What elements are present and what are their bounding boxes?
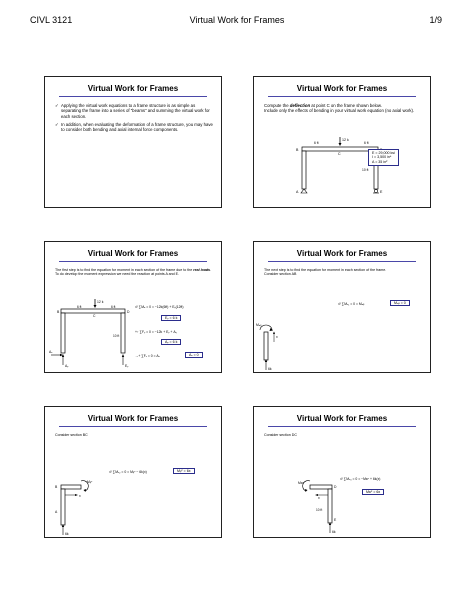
bullet-text: In addition, when evaluating the deformation of a frame structure, you may have to consider both bending and axial internal force components. — [61, 121, 213, 133]
title-rule — [59, 426, 207, 427]
section-bc-diagram — [55, 479, 105, 537]
step-text: The first step is to find the equation for moment in each section of the frame due to the real loads. — [55, 268, 212, 272]
reaction-answer-box: Aₓ = 0 — [185, 352, 203, 358]
slide-5 — [44, 406, 222, 538]
svg-text:10 ft: 10 ft — [362, 168, 369, 172]
svg-text:6k: 6k — [268, 367, 272, 371]
svg-text:12 k: 12 k — [97, 300, 104, 304]
slide-title: Virtual Work for Frames — [296, 84, 388, 93]
svg-text:10 ft: 10 ft — [316, 508, 323, 512]
svg-text:x: x — [276, 335, 278, 339]
step-note: To do develop the moment expression we need the reaction at points A and E. — [55, 272, 180, 277]
slide-6 — [253, 406, 431, 538]
svg-text:A: A — [296, 190, 299, 194]
svg-text:6 ft: 6 ft — [77, 305, 82, 309]
slide-3 — [44, 241, 222, 373]
title-rule — [268, 261, 416, 262]
bullet-item — [55, 103, 213, 119]
moment-answer-box: Mᴅᶜ = 6x — [362, 489, 384, 495]
svg-text:B: B — [55, 485, 58, 489]
svg-text:Aₓ: Aₓ — [49, 350, 53, 354]
header-course: CIVL 3121 — [30, 15, 73, 25]
equilibrium-equation: ↺ ∑Mₓ₁ = 0 = Mₐᵦ — [338, 302, 365, 306]
slide-2 — [253, 76, 431, 208]
slide-4 — [253, 241, 431, 373]
svg-text:6 ft: 6 ft — [364, 141, 369, 145]
section-dc-diagram — [298, 479, 348, 537]
section-label: Consider section DC — [264, 433, 297, 437]
frame-reactions-diagram — [49, 299, 133, 371]
svg-text:x: x — [79, 494, 81, 498]
svg-text:6k: 6k — [332, 530, 336, 534]
svg-text:B: B — [296, 148, 299, 152]
svg-text:6k: 6k — [65, 532, 69, 536]
frame-diagram — [276, 137, 386, 199]
section-label: Consider section AB — [264, 272, 297, 277]
svg-text:A: A — [55, 510, 58, 514]
problem-statement: Compute the deflection at point C on the frame shown below. — [264, 103, 382, 108]
svg-text:B: B — [57, 310, 60, 314]
slide-body — [55, 103, 213, 135]
check-bullet-icon: ✓ — [55, 103, 59, 108]
equilibrium-equation: +↑ ∑Fᵧ = 0 = −12k + Eᵧ + Aᵧ — [135, 330, 177, 334]
title-rule — [268, 96, 416, 97]
svg-text:x: x — [318, 496, 320, 500]
svg-text:Eᵧ: Eᵧ — [125, 364, 129, 368]
moment-answer-box: Mᵦᶜ = 6x — [173, 468, 195, 474]
svg-text:D: D — [334, 485, 337, 489]
slide-title: Virtual Work for Frames — [87, 84, 179, 93]
slide-body — [264, 103, 422, 114]
header-title: Virtual Work for Frames — [189, 15, 285, 25]
svg-text:E: E — [380, 190, 383, 194]
title-rule — [268, 426, 416, 427]
slide-title: Virtual Work for Frames — [296, 414, 388, 423]
svg-text:Mᴅᶜ: Mᴅᶜ — [298, 481, 304, 485]
step-text: The next step is to find the equation for moment in each section of the frame. — [264, 268, 387, 272]
moment-answer-box: Mₐᵦ = 0 — [390, 300, 410, 306]
svg-text:Mₐᵦ: Mₐᵦ — [256, 323, 262, 327]
svg-text:6 ft: 6 ft — [111, 305, 116, 309]
bullet-text: Applying the virtual work equations to a frame structure is as simple as separating the frame into a series of “beams” and summing the virtual work for each section. — [61, 103, 210, 119]
check-bullet-icon: ✓ — [55, 121, 59, 127]
slide-title: Virtual Work for Frames — [87, 414, 179, 423]
svg-text:C: C — [338, 152, 341, 156]
reaction-answer-box: Eᵧ = 6 k — [161, 315, 181, 321]
svg-text:10 ft: 10 ft — [113, 334, 120, 338]
equilibrium-equation: ↺ ∑Mₐ = 0 = −12k(6ft) + Eᵧ(12ft) — [135, 305, 184, 309]
slide-title: Virtual Work for Frames — [87, 249, 179, 258]
material-properties-box: E = 29,000 ksi I = 3,500 in⁴ A = 35 in² — [368, 149, 399, 166]
equilibrium-equation: →+ ∑Fₓ = 0 = Aₓ — [135, 354, 160, 358]
slide-body — [264, 433, 422, 437]
slide-title: Virtual Work for Frames — [296, 249, 388, 258]
svg-text:D: D — [127, 310, 130, 314]
section-label: Consider section BC — [55, 433, 88, 437]
title-rule — [59, 261, 207, 262]
svg-text:6 ft: 6 ft — [314, 141, 319, 145]
title-rule — [59, 96, 207, 97]
header-page-number: 1/9 — [429, 15, 442, 25]
equilibrium-equation: ↺ ∑Mₓ₃ = 0 = −Mᴅᶜ + 6k(x) — [340, 477, 381, 481]
slide-body — [55, 268, 213, 277]
equilibrium-equation: ↺ ∑Mₓ₂ = 0 = Mᵦᶜ − 6k(x) — [109, 470, 147, 474]
svg-text:C: C — [93, 314, 96, 318]
reaction-answer-box: Aᵧ = 6 k — [161, 339, 181, 345]
problem-note: Include only the effects of bending in your virtual work equation (no axial work). — [264, 108, 415, 114]
svg-text:Aᵧ: Aᵧ — [65, 364, 69, 368]
slide-body — [264, 268, 422, 277]
section-ab-diagram — [256, 322, 296, 372]
slide-body — [55, 433, 213, 437]
svg-text:12 k: 12 k — [342, 138, 349, 142]
slide-1 — [44, 76, 222, 208]
svg-text:Mᵦᶜ: Mᵦᶜ — [87, 480, 93, 484]
svg-text:E: E — [334, 518, 337, 522]
bullet-item — [55, 122, 213, 133]
